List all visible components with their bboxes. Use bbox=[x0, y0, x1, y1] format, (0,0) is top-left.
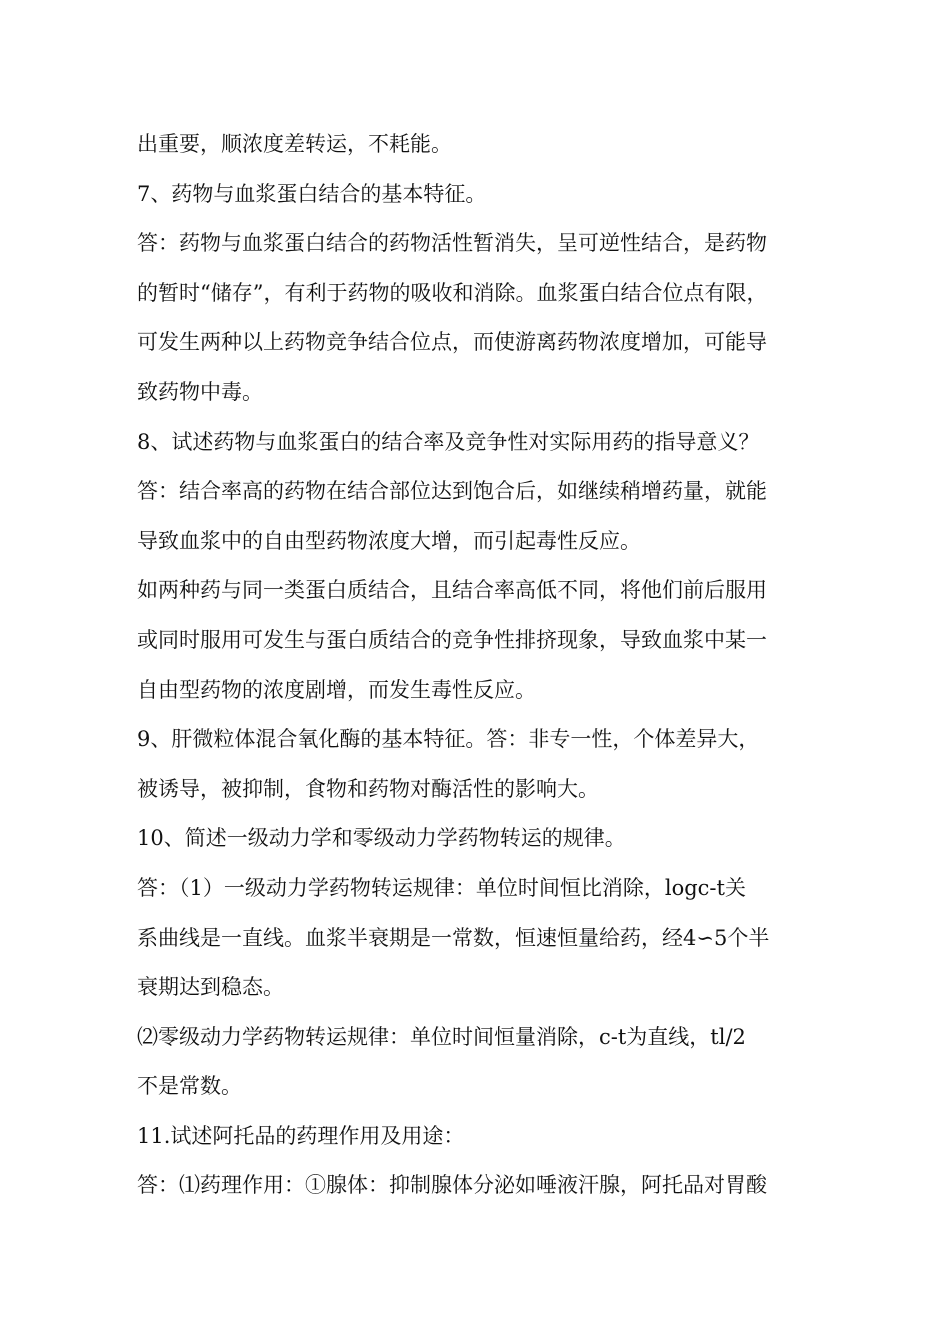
text-line: 答：⑴药理作用：①腺体：抑制腺体分泌如唾液汗腺，阿托品对胃酸 bbox=[137, 1173, 767, 1198]
text-line: 衰期达到稳态。 bbox=[137, 975, 284, 1000]
text-line: ⑵零级动力学药物转运规律：单位时间恒量消除，c-t为直线，tl/2 bbox=[137, 1024, 746, 1049]
question-heading-7: 7、药物与血浆蛋白结合的基本特征。 bbox=[137, 181, 487, 206]
text-line: 的暂时“储存”，有利于药物的吸收和消除。血浆蛋白结合位点有限， bbox=[137, 280, 768, 305]
text-line: 答：结合率高的药物在结合部位达到饱合后，如继续稍增药量，就能 bbox=[137, 479, 767, 504]
question-heading-11: 11.试述阿托品的药理作用及用途： bbox=[137, 1123, 465, 1148]
text-line: 系曲线是一直线。血浆半衰期是一常数，恒速恒量给药，经4∽5个半 bbox=[137, 925, 770, 950]
text-line: 出重要，顺浓度差转运，不耗能。 bbox=[137, 132, 452, 156]
text-line: 被诱导，被抑制，食物和药物对酶活性的影响大。 bbox=[137, 776, 599, 801]
text-line: 导致血浆中的自由型药物浓度大增，而引起毒性反应。 bbox=[137, 528, 641, 553]
question-heading-10: 10、简述一级动力学和零级动力学药物转运的规律。 bbox=[137, 826, 626, 851]
text-line: 致药物中毒。 bbox=[137, 379, 263, 404]
question-heading-8: 8、试述药物与血浆蛋白的结合率及竞争性对实际用药的指导意义？ bbox=[137, 429, 760, 454]
text-line: 如两种药与同一类蛋白质结合，且结合率高低不同，将他们前后服用 bbox=[137, 578, 767, 603]
text-line: 可发生两种以上药物竞争结合位点，而使游离药物浓度增加，可能导 bbox=[137, 330, 767, 355]
text-line: 答：药物与血浆蛋白结合的药物活性暂消失，呈可逆性结合，是药物 bbox=[137, 231, 767, 256]
question-heading-9: 9、肝微粒体混合氧化酶的基本特征。答：非专一性，个体差异大， bbox=[137, 727, 760, 752]
text-line: 答：（1）一级动力学药物转运规律：单位时间恒比消除，logc-t关 bbox=[137, 875, 746, 900]
text-line: 自由型药物的浓度剧增，而发生毒性反应。 bbox=[137, 677, 536, 702]
text-line: 或同时服用可发生与蛋白质结合的竞争性排挤现象，导致血浆中某一 bbox=[137, 627, 767, 652]
document-body bbox=[137, 120, 827, 1211]
text-line: 不是常数。 bbox=[137, 1074, 242, 1099]
